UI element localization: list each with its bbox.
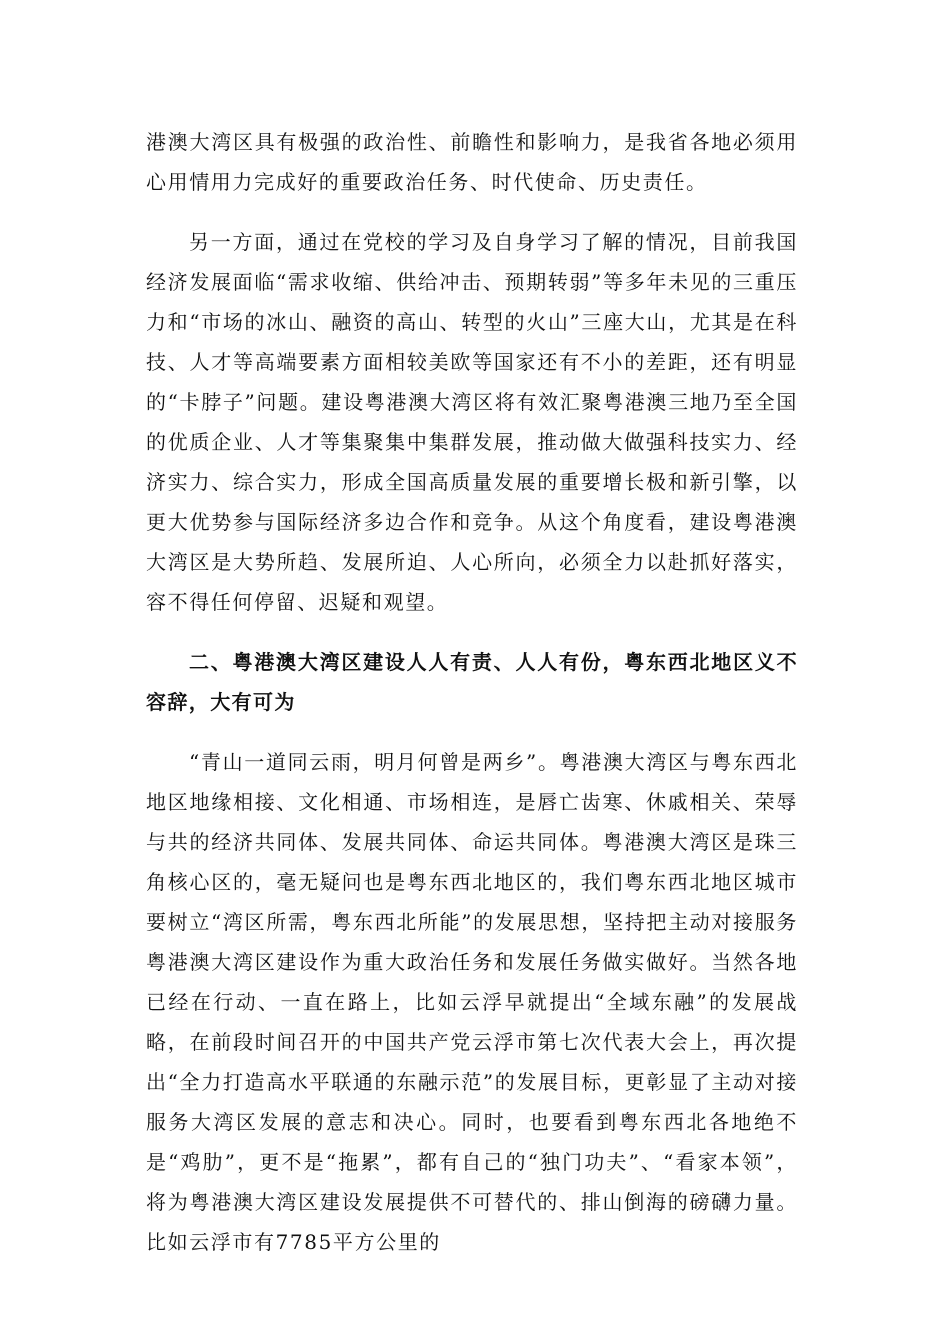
paragraph-continuation: 港澳大湾区具有极强的政治性、前瞻性和影响力，是我省各地必须用心用情用力完成好的重要政治任务、时代使命、历史责任。: [146, 130, 798, 194]
paragraph-economic-pressure: 另一方面，通过在党校的学习及自身学习了解的情况，目前我国经济发展面临“需求收缩、供给冲击、预期转弱”等多年未见的三重压力和“市场的冰山、融资的高山、转型的火山”三座大山，尤其是在科技、人才等高端要素方面相较美欧等国家还有不小的差距，还有明显的“卡脖子”问题。建设粤港澳大湾区将有效汇聚粤港澳三地乃至全国的优质企业、人才等集聚集中集群发展，推动做大做强科技实力、经济实力、综合实力，形成全国高质量发展的重要增长极和新引擎，以更大优势参与国际经济多边合作和竞争。从这个角度看，建设粤港澳大湾区是大势所趋、发展所迫、人心所向，必须全力以赴抓好落实，容不得任何停留、迟疑和观望。: [146, 230, 798, 614]
section-heading-two: 二、粤港澳大湾区建设人人有责、人人有份，粤东西北地区义不容辞，大有可为: [146, 650, 798, 714]
document-body: [146, 122, 798, 1262]
paragraph-regional-integration: “青山一道同云雨，明月何曾是两乡”。粤港澳大湾区与粤东西北地区地缘相接、文化相通、市场相连，是唇亡齿寒、休戚相关、荣辱与共的经济共同体、发展共同体、命运共同体。粤港澳大湾区是珠三角核心区的，毫无疑问也是粤东西北地区的，我们粤东西北地区城市要树立“湾区所需，粤东西北所能”的发展思想，坚持把主动对接服务粤港澳大湾区建设作为重大政治任务和发展任务做实做好。当然各地已经在行动、一直在路上，比如云浮早就提出“全域东融”的发展战略，在前段时间召开的中国共产党云浮市第七次代表大会上，再次提出“全力打造高水平联通的东融示范”的发展目标，更彰显了主动对接服务大湾区发展的意志和决心。同时，也要看到粤东西北各地绝不是“鸡肋”，更不是“拖累”，都有自己的“独门功夫”、“看家本领”，将为粤港澳大湾区建设发展提供不可替代的、排山倒海的磅礴力量。比如云浮市有7785平方公里的: [146, 750, 798, 1254]
